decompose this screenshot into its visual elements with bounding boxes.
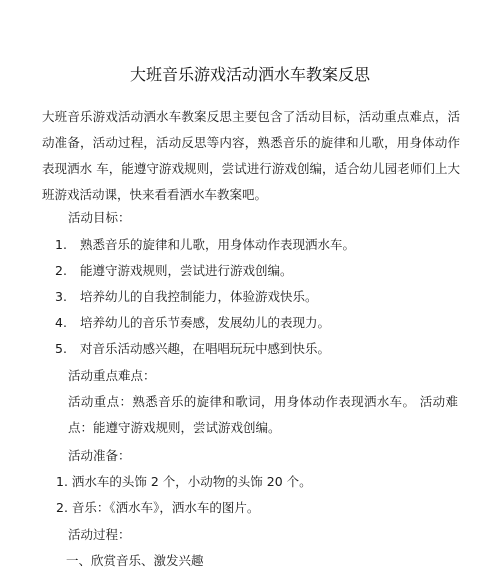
- goal-item: 熟悉音乐的旋律和儿歌，用身体动作表现洒水车。: [80, 237, 356, 252]
- key-points-heading: 活动重点难点：: [68, 368, 156, 383]
- goal-number: 4.: [55, 315, 67, 330]
- key-points-text: 活动重点：熟悉音乐的旋律和歌词，用身体动作表现洒水车。 活动难点：能遵守游戏规则，尝试游戏创编。: [68, 394, 458, 435]
- preparation-heading: 活动准备：: [68, 448, 131, 463]
- goal-number: 3.: [55, 289, 67, 304]
- goal-number: 2.: [55, 263, 67, 278]
- intro-paragraph: 大班音乐游戏活动洒水车教案反思主要包含了活动目标，活动重点难点，活动准备，活动过程，活动反思等内容，熟悉音乐的旋律和儿歌，用身体动作表现洒水 车，能遵守游戏规则，尝试进行游戏创编，适合幼儿园老师们上大班游戏活动课，快来看看洒水车教案吧。: [42, 109, 460, 202]
- goal-number: 5.: [55, 341, 67, 356]
- process-heading: 活动过程：: [68, 527, 131, 542]
- preparation-item: 1. 洒水车的头饰 2 个，小动物的头饰 20 个。: [56, 474, 312, 489]
- goal-item: 培养幼儿的音乐节奏感，发展幼儿的表现力。: [80, 315, 331, 330]
- goal-item: 能遵守游戏规则，尝试进行游戏创编。: [80, 263, 293, 278]
- document-title: 大班音乐游戏活动洒水车教案反思: [129, 65, 370, 84]
- goals-heading: 活动目标：: [68, 210, 131, 225]
- goal-number: 1.: [55, 237, 67, 252]
- goal-item: 培养幼儿的自我控制能力，体验游戏快乐。: [80, 289, 318, 304]
- process-step-1: 一、欣赏音乐、激发兴趣: [66, 553, 204, 568]
- preparation-item: 2. 音乐：《洒水车》，洒水车的图片。: [56, 500, 260, 515]
- goal-item: 对音乐活动感兴趣，在唱唱玩玩中感到快乐。: [80, 341, 331, 356]
